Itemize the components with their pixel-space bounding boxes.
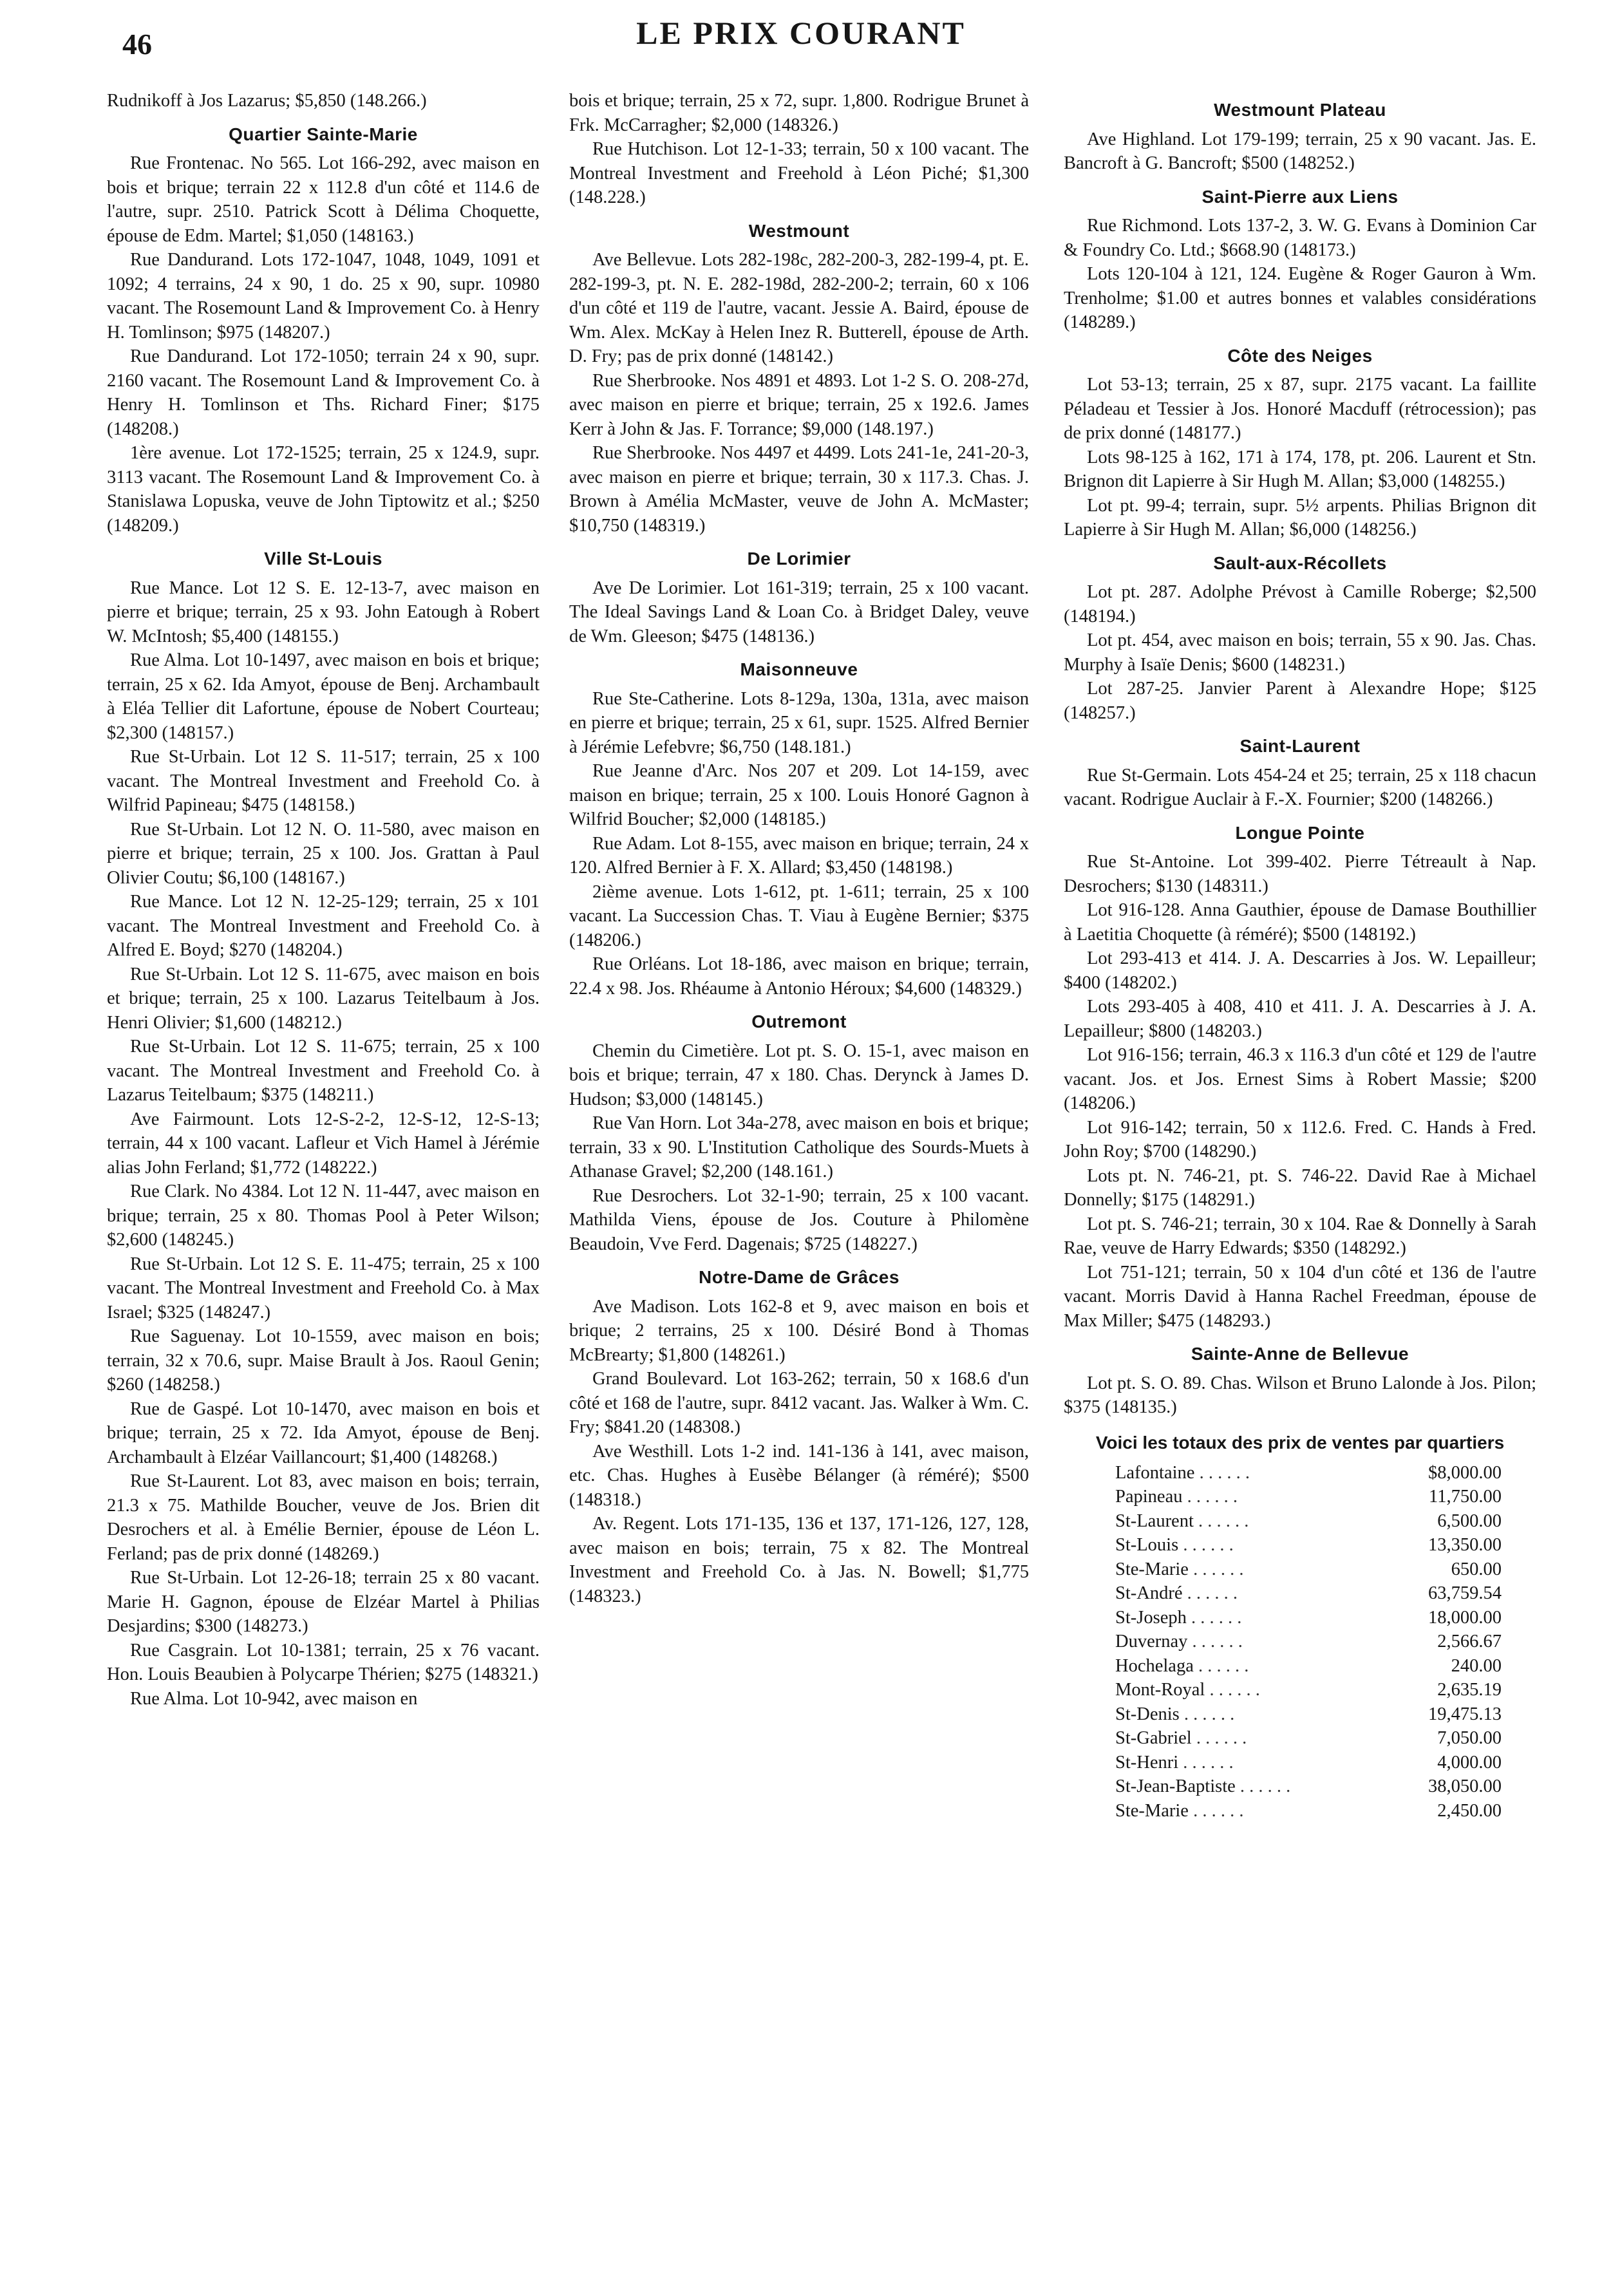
listing-entry: Rue Hutchison. Lot 12-1-33; terrain, 50 x 100 vacant. The Montreal Investment and Freehold à Léon Piché; $1,300 (148.228.) [569,139,1029,207]
listing-entry: Rue Richmond. Lots 137-2, 3. W. G. Evans à Dominion Car & Foundry Co. Ltd.; $668.90 (148173.) [1064,216,1536,260]
ward-name [1115,1654,1388,1679]
ward-name [1115,1630,1388,1654]
ward-name [1115,1606,1388,1630]
ward-name-text: Papineau [1115,1487,1183,1507]
section-heading: Longue Pointe [1235,822,1365,843]
listing-entry: Lot pt. 454, avec maison en bois; terrain, 55 x 90. Jas. Chas. Murphy à Isaïe Denis; $600 (148231.) [1064,630,1536,675]
listing-entry: Lot pt. S. O. 89. Chas. Wilson et Bruno Lalonde à Jos. Pilon; $375 (148135.) [1064,1373,1536,1417]
listing-entry: Lot 751-121; terrain, 50 x 104 d'un côté et 136 de l'autre vacant. Morris David à Hanna Rachel Freedman, épouse de Max Miller; $475 (148293.) [1064,1262,1536,1331]
ward-total: 7,050.00 [1437,1728,1502,1748]
listing-entry: Rue St-Germain. Lots 454-24 et 25; terrain, 25 x 118 chacun vacant. Rodrigue Auclair à F.-X. Fournier; $200 (148266.) [1064,765,1536,809]
listing-entry: Rue Mance. Lot 12 N. 12-25-129; terrain, 25 x 101 vacant. The Montreal Investment and Freehold Co. à Alfred E. Boyd; $270 (148204.) [107,892,540,960]
totals-table [1115,1461,1502,1823]
ward-name [1115,1509,1388,1534]
listing-entry: Ave Bellevue. Lots 282-198c, 282-200-3, 282-199-4, pt. E. 282-199-3, pt. N. E. 282-198d, 282-200-2; terrain, 60 x 106 d'un côté et 119 de l'autre, vacant. Jessie A. Baird, épouse de Wm. Alex. McKay à Helen Inez R. Butterell, épouse de Arth. D. Fry; pas de prix donné (148142.) [569,250,1029,366]
listing-entry: Lot pt. S. 746-21; terrain, 30 x 104. Rae & Donnelly à Sarah Rae, veuve de Harry Edwards; $350 (148292.) [1064,1214,1536,1258]
ward-total: 13,350.00 [1428,1535,1502,1555]
totals-row [1115,1461,1502,1485]
listing-entry: Lot pt. 287. Adolphe Prévost à Camille Roberge; $2,500 (148194.) [1064,582,1536,626]
listing-entry: Rue Orléans. Lot 18-186, avec maison en brique; terrain, 22.4 x 98. Jos. Rhéaume à Antonio Héroux; $4,600 (148329.) [569,954,1029,999]
listing-entry: Rue St-Urbain. Lot 12 S. E. 11-475; terrain, 25 x 100 vacant. The Montreal Investment and Freehold Co. à Max Israel; $325 (148247.) [107,1254,540,1322]
ward-name [1115,1702,1388,1727]
totals-row [1115,1702,1502,1727]
totals-row [1115,1799,1502,1823]
listing-entry: Rue St-Laurent. Lot 83, avec maison en bois; terrain, 21.3 x 75. Mathilde Boucher, veuve de Jos. Brien dit Desrochers et al. à Emélie Bernier, épouse de Léon L. Ferland; pas de prix donné (148269.) [107,1471,540,1564]
ward-total: 2,635.19 [1437,1680,1502,1700]
listing-entry: Ave Highland. Lot 179-199; terrain, 25 x 90 vacant. Jas. E. Bancroft à G. Bancroft; $500 (148252.) [1064,129,1536,173]
listing-entry: 2ième avenue. Lots 1-612, pt. 1-611; terrain, 25 x 100 vacant. La Succession Chas. T. Viau à Eugène Bernier; $375 (148206.) [569,881,1029,950]
listing-entry: Rue St-Urbain. Lot 12 S. 11-517; terrain, 25 x 100 vacant. The Montreal Investment and Freehold Co. à Wilfrid Papineau; $475 (148158.) [107,747,540,815]
listing-entry: Rue St-Urbain. Lot 12 S. 11-675; terrain, 25 x 100 vacant. The Montreal Investment and Freehold Co. à Lazarus Teitelbaum; $375 (148211.) [107,1037,540,1105]
leader-dots: . . . . . . [1182,1583,1238,1603]
listing-entry: Rue Van Horn. Lot 34a-278, avec maison en bois et brique; terrain, 33 x 90. L'Institution Catholique des Sourds-Muets à Athanase Gravel; $2,200 (148.161.) [569,1113,1029,1181]
leader-dots: . . . . . . [1194,1462,1250,1483]
leader-dots: . . . . . . [1191,1728,1247,1748]
ward-total: $8,000.00 [1428,1462,1502,1483]
listing-entry: Lot 287-25. Janvier Parent à Alexandre Hope; $125 (148257.) [1064,679,1536,723]
listing-entry: Lot 916-142; terrain, 50 x 112.6. Fred. C. Hands à Fred. John Roy; $700 (148290.) [1064,1117,1536,1162]
section-heading: Saint-Pierre aux Liens [1202,186,1399,207]
listing-entry: Lots 120-104 à 121, 124. Eugène & Roger Gauron à Wm. Trenholme; $1.00 et autres bonnes et valables considérations (148289.) [1064,264,1536,332]
listing-entry: Rue Clark. No 4384. Lot 12 N. 11-447, avec maison en brique; terrain, 25 x 80. Thomas Pool à Peter Wilson; $2,600 (148245.) [107,1181,540,1250]
totals-row [1115,1533,1502,1557]
listing-entry: Rue Jeanne d'Arc. Nos 207 et 209. Lot 14-159, avec maison en brique; terrain, 25 x 100. Louis Honoré Gagnon à Wilfrid Boucher; $2,000 (148185.) [569,761,1029,829]
listing-entry: Rue Alma. Lot 10-1497, avec maison en bois et brique; terrain, 25 x 62. Ida Amyot, épouse de Benj. Archambault à Eléa Tellier dit Lafortune, épouse de Nobert Courteau; $2,300 (148157.) [107,650,540,743]
totals-title: Voici les totaux des prix de ventes par quartiers [1095,1432,1505,1453]
totals-row [1115,1726,1502,1751]
ward-name-text: St-Gabriel [1115,1728,1192,1748]
listing-entry: Rudnikoff à Jos Lazarus; $5,850 (148.266.) [107,91,427,111]
totals-row [1115,1509,1502,1534]
leader-dots: . . . . . . [1188,1800,1244,1821]
ward-name [1115,1751,1388,1775]
ward-name-text: St-Jean-Baptiste [1115,1776,1236,1796]
leader-dots: . . . . . . [1193,1510,1249,1531]
totals-row [1115,1581,1502,1606]
ward-total: 38,050.00 [1428,1776,1502,1796]
ward-total: 240.00 [1451,1655,1502,1676]
totals-row [1115,1654,1502,1679]
listing-entry: Lot pt. 99-4; terrain, supr. 5½ arpents. Philias Brignon dit Lapierre à Sir Hugh M. Allan; $6,000 (148256.) [1064,495,1536,540]
section-heading: Westmount [748,220,850,241]
section-heading: Notre-Dame de Grâces [699,1267,900,1287]
totals-row [1115,1606,1502,1630]
ward-name [1115,1557,1388,1582]
listing-entry: Ave Westhill. Lots 1-2 ind. 141-136 à 141, avec maison, etc. Chas. Hughes à Eusèbe Bélanger (à réméré); $500 (148318.) [569,1441,1029,1510]
section-heading: De Lorimier [747,549,851,569]
listing-entry: Grand Boulevard. Lot 163-262; terrain, 50 x 168.6 d'un côté et 168 de l'autre, supr. 8412 vacant. Jas. Walker à Wm. C. Fry; $841.20 (148308.) [569,1369,1029,1437]
section-heading: Sainte-Anne de Bellevue [1191,1344,1409,1364]
ward-name [1115,1485,1388,1509]
leader-dots: . . . . . . [1193,1655,1249,1676]
section-heading: Westmount Plateau [1214,100,1386,120]
ward-name-text: St-Louis [1115,1535,1179,1555]
leader-dots: . . . . . . [1188,1559,1244,1579]
listing-entry: Rue St-Urbain. Lot 12-26-18; terrain 25 x 80 vacant. Marie H. Gagnon, épouse de Elzéar Martel à Philias Desjardins; $300 (148273.) [107,1568,540,1636]
ward-name [1115,1678,1388,1702]
ward-total: 11,750.00 [1429,1487,1502,1507]
section-heading: Quartier Sainte-Marie [229,124,418,144]
section-heading: Ville St-Louis [264,549,382,569]
listing-entry: Chemin du Cimetière. Lot pt. S. O. 15-1, avec maison en bois et brique; terrain, 47 x 180. Chas. Derynck à James D. Hudson; $3,000 (148145.) [569,1040,1029,1109]
leader-dots: . . . . . . [1187,1632,1243,1651]
totals-row [1115,1557,1502,1582]
listing-entry: Lot 916-156; terrain, 46.3 x 116.3 d'un côté et 129 de l'autre vacant. Jos. et Jos. Ernest Sims à Robert Massie; $200 (148206.) [1064,1045,1536,1113]
listing-entry: Rue Desrochers. Lot 32-1-90; terrain, 25 x 100 vacant. Mathilda Viens, épouse de Jos. Couture à Philomène Beaudoin, Vve Ferd. Dagenais; $725 (148227.) [569,1185,1029,1254]
ward-name-text: St-Henri [1115,1752,1179,1773]
listing-entry: Rue Sherbrooke. Nos 4891 et 4893. Lot 1-2 S. O. 208-27d, avec maison en pierre et brique; terrain, 25 x 192.6. James Kerr à John & Jas. F. Torrance; $9,000 (148.197.) [569,370,1029,439]
totals-row [1115,1630,1502,1654]
ward-name-text: Duvernay [1115,1632,1188,1651]
totals-row [1115,1678,1502,1702]
ward-name [1115,1774,1388,1799]
listing-entry: Rue Adam. Lot 8-155, avec maison en brique; terrain, 24 x 120. Alfred Bernier à F. X. Allard; $3,450 (148198.) [569,833,1029,878]
listing-entry: Lot 293-413 et 414. J. A. Descarries à Jos. W. Lepailleur; $400 (148202.) [1064,948,1536,993]
listing-entry: Rue Alma. Lot 10-942, avec maison en [130,1688,418,1709]
listing-entry: Rue Saguenay. Lot 10-1559, avec maison en bois; terrain, 32 x 70.6, supr. Maise Brault à Jos. Raoul Genin; $260 (148258.) [107,1326,540,1395]
leader-dots: . . . . . . [1186,1607,1242,1628]
ward-name [1115,1533,1388,1557]
ward-name-text: Hochelaga [1115,1655,1194,1676]
ward-name-text: St-André [1115,1583,1183,1603]
ward-total: 4,000.00 [1437,1752,1502,1773]
ward-name-text: St-Denis [1115,1704,1180,1724]
ward-name-text: Lafontaine [1115,1462,1195,1483]
section-heading: Côte des Neiges [1227,345,1373,366]
column-1 [107,89,540,2265]
ward-total: 18,000.00 [1428,1607,1502,1628]
listing-entry: Ave Fairmount. Lots 12-S-2-2, 12-S-12, 12-S-13; terrain, 44 x 100 vacant. Lafleur et Vich Hamel à Jérémie alias John Ferland; $1,772 (148222.) [107,1109,540,1178]
listing-entry: Lot 53-13; terrain, 25 x 87, supr. 2175 vacant. La faillite Péladeau et Tessier à Jos. Honoré Macduff (rétrocession); pas de prix donné (148177.) [1064,375,1536,443]
listing-entry: Lot 916-128. Anna Gauthier, épouse de Damase Bouthillier à Laetitia Choquette (à réméré); $500 (148192.) [1064,900,1536,945]
listing-entry: bois et brique; terrain, 25 x 72, supr. 1,800. Rodrigue Brunet à Frk. McCarragher; $2,000 (148326.) [569,91,1029,135]
page-number: 46 [122,28,152,61]
totals-row [1115,1774,1502,1799]
listing-entry: Rue Dandurand. Lot 172-1050; terrain 24 x 90, supr. 2160 vacant. The Rosemount Land & Improvement Co. à Henry H. Tomlinson et Ths. Richard Finer; $175 (148208.) [107,346,540,439]
listing-entry: Lots 293-405 à 408, 410 et 411. J. A. Descarries à J. A. Lepailleur; $800 (148203.) [1064,997,1536,1041]
ward-name-text: Mont-Royal [1115,1680,1205,1700]
ward-name-text: Ste-Marie [1115,1800,1189,1821]
ward-total: 63,759.54 [1428,1583,1502,1603]
listing-entry: Lots pt. N. 746-21, pt. S. 746-22. David Rae à Michael Donnelly; $175 (148291.) [1064,1165,1536,1210]
section-heading: Saint-Laurent [1239,736,1361,756]
section-heading: Sault-aux-Récollets [1213,552,1387,573]
ward-total: 6,500.00 [1437,1510,1502,1531]
listing-entry: 1ère avenue. Lot 172-1525; terrain, 25 x 124.9, supr. 3113 vacant. The Rosemount Land & Improvement Co. à Stanislawa Lopuska, veuve de John Tiptowitz et al.; $250 (148209.) [107,443,540,536]
listing-entry: Rue Dandurand. Lots 172-1047, 1048, 1049, 1091 et 1092; 4 terrains, 24 x 90, 1 do. 25 x 90, supr. 10980 vacant. The Rosemount Land & Improvement Co. à Henry H. Tomlinson; $975 (148207.) [107,250,540,343]
ward-name [1115,1726,1388,1751]
listing-entry: Ave De Lorimier. Lot 161-319; terrain, 25 x 100 vacant. The Ideal Savings Land & Loan Co. à Bridget Daley, veuve de Wm. Gleeson; $475 (148136.) [569,578,1029,646]
listing-entry: Rue Mance. Lot 12 S. E. 12-13-7, avec maison en pierre et brique; terrain, 25 x 93. John Eatough à Robert W. McIntosh; $5,400 (148155.) [107,578,540,646]
listing-entry: Rue Frontenac. No 565. Lot 166-292, avec maison en bois et brique; terrain 22 x 112.8 d'un côté et 114.6 de l'autre, supr. 2510. Patrick Scott à Délima Choquette, épouse de Edm. Martel; $1,050 (148163.) [107,153,540,246]
column-3-body [1064,98,1536,1420]
leader-dots: . . . . . . [1235,1776,1291,1796]
leader-dots: . . . . . . [1182,1487,1238,1507]
leader-dots: . . . . . . [1178,1535,1234,1555]
leader-dots: . . . . . . [1179,1704,1235,1724]
ward-name-text: Ste-Marie [1115,1559,1189,1579]
listing-entry: Rue St-Urbain. Lot 12 N. O. 11-580, avec maison en pierre et brique; terrain, 25 x 100. Jos. Grattan à Paul Olivier Coutu; $6,100 (148167.) [107,819,540,888]
listing-entry: Rue Casgrain. Lot 10-1381; terrain, 25 x 76 vacant. Hon. Louis Beaubien à Polycarpe Thérien; $275 (148321.) [107,1640,540,1684]
column-3 [1064,89,1536,2265]
listing-entry: Ave Madison. Lots 162-8 et 9, avec maison en bois et brique; 2 terrains, 25 x 100. Désiré Bond à Thomas McBrearty; $1,800 (148261.) [569,1296,1029,1365]
column-2 [569,89,1029,2265]
ward-name [1115,1799,1388,1823]
listing-entry: Av. Regent. Lots 171-135, 136 et 137, 171-126, 127, 128, avec maison en bois; terrain, 75 x 82. The Montreal Investment and Freehold Co. à Jas. N. Bowell; $1,775 (148323.) [569,1514,1029,1606]
listing-entry: Rue Sherbrooke. Nos 4497 et 4499. Lots 241-1e, 241-20-3, avec maison en pierre et brique; terrain, 30 x 117.3. Chas. J. Brown à Amélia McMaster, veuve de John A. McMaster; $10,750 (148319.) [569,443,1029,536]
ward-total: 19,475.13 [1428,1704,1502,1724]
listing-entry: Rue St-Antoine. Lot 399-402. Pierre Tétreault à Nap. Desrochers; $130 (148311.) [1064,852,1536,896]
totals-row [1115,1485,1502,1509]
leader-dots: . . . . . . [1205,1680,1260,1700]
ward-name-text: St-Joseph [1115,1607,1187,1628]
listing-entry: Rue Ste-Catherine. Lots 8-129a, 130a, 131a, avec maison en pierre et brique; terrain, 25 x 61, supr. 1525. Alfred Bernier à Jérémie Lefebvre; $6,750 (148.181.) [569,688,1029,757]
ward-total: 2,566.67 [1437,1632,1502,1651]
ward-name-text: St-Laurent [1115,1510,1194,1531]
ward-total: 650.00 [1451,1559,1502,1579]
ward-name [1115,1461,1388,1485]
totals-row [1115,1751,1502,1775]
ward-total: 2,450.00 [1437,1800,1502,1821]
listing-entry: Rue St-Urbain. Lot 12 S. 11-675, avec maison en bois et brique; terrain, 25 x 100. Lazarus Teitelbaum à Jos. Henri Olivier; $1,600 (148212.) [107,964,540,1033]
section-heading: Maisonneuve [740,659,858,679]
ward-name [1115,1581,1388,1606]
leader-dots: . . . . . . [1178,1752,1234,1773]
listing-entry: Lots 98-125 à 162, 171 à 174, 178, pt. 206. Laurent et Stn. Brignon dit Lapierre à Sir Hugh M. Allan; $3,000 (148255.) [1064,447,1536,491]
section-heading: Outremont [751,1012,847,1031]
listing-entry: Rue de Gaspé. Lot 10-1470, avec maison en bois et brique; terrain, 25 x 72. Ida Amyot, épouse de Benj. Archambault à Elzéar Vaillancourt; $1,400 (148268.) [107,1398,540,1467]
running-title: LE PRIX COURANT [636,15,966,51]
